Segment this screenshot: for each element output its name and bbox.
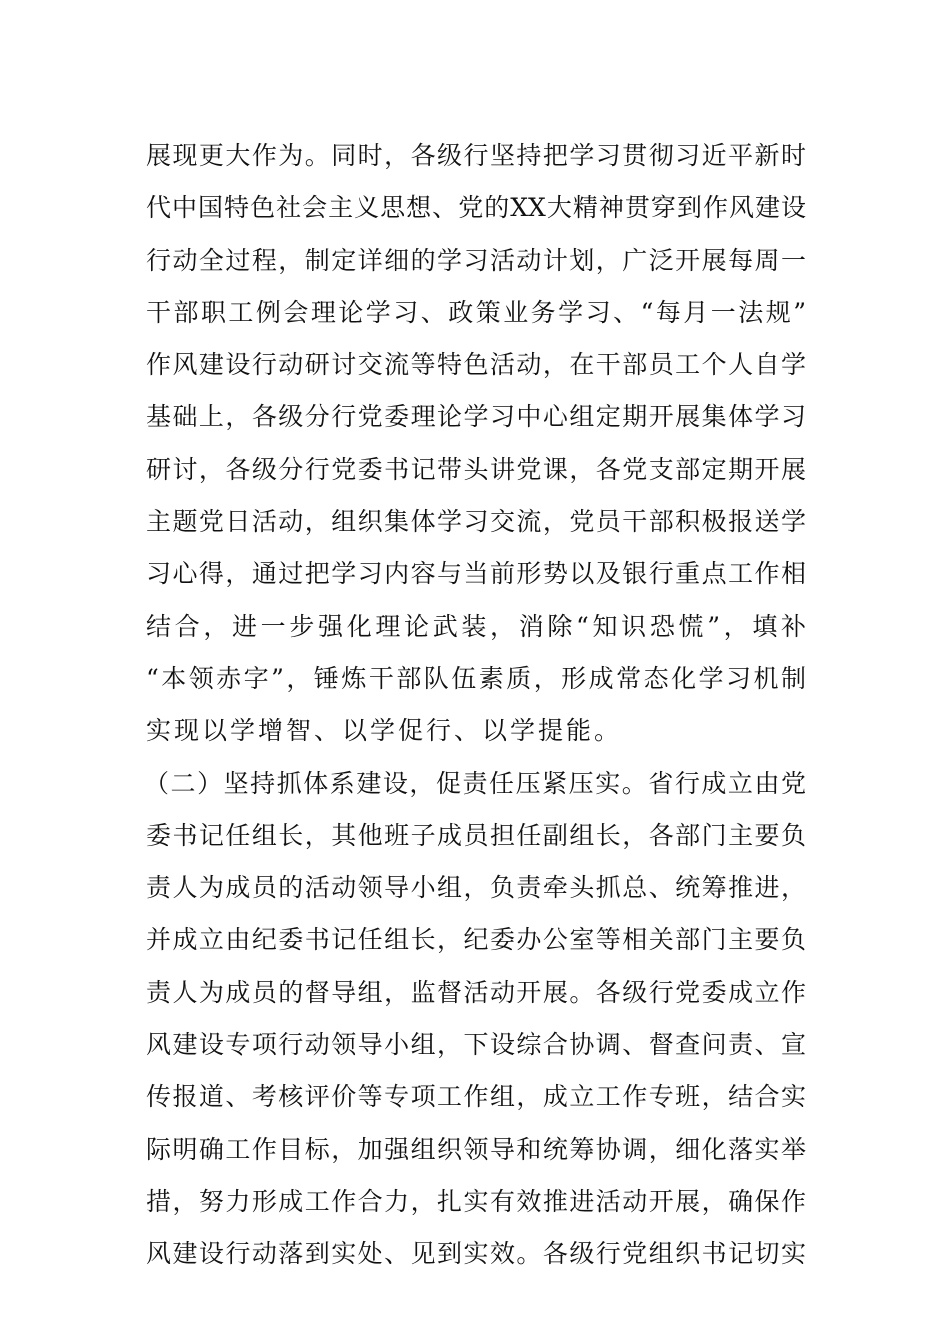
text-line: 际明确工作目标，加强组织领导和统筹协调，细化落实举 — [146, 1134, 806, 1164]
text-line: 风建设专项行动领导小组，下设综合协调、督查问责、宣 — [146, 1030, 806, 1060]
text-line: 并成立由纪委书记任组长，纪委办公室等相关部门主要负 — [146, 925, 806, 955]
text-line: 责人为成员的督导组，监督活动开展。各级行党委成立作 — [146, 977, 806, 1007]
text-line: 代中国特色社会主义思想、党的XX大精神贯穿到作风建设 — [146, 193, 806, 223]
section-heading-line: （二）坚持抓体系建设，促责任压紧压实。省行成立由党 — [144, 768, 806, 798]
text-line: 干部职工例会理论学习、政策业务学习、“每月一法规” — [146, 297, 806, 327]
text-line: 作风建设行动研讨交流等特色活动，在干部员工个人自学 — [146, 350, 806, 380]
text-line: 习心得，通过把学习内容与当前形势以及银行重点工作相 — [146, 559, 806, 589]
text-line: 展现更大作为。同时，各级行坚持把学习贯彻习近平新时 — [146, 141, 806, 170]
text-line: 基础上，各级分行党委理论学习中心组定期开展集体学习 — [146, 402, 806, 432]
text-line: 行动全过程，制定详细的学习活动计划，广泛开展每周一 — [146, 245, 806, 275]
text-line: “本领赤字”，锤炼干部队伍素质，形成常态化学习机制 — [146, 663, 806, 693]
text-line: 风建设行动落到实处、见到实效。各级行党组织书记切实 — [146, 1239, 806, 1269]
text-line: 责人为成员的活动领导小组，负责牵头抓总、统筹推进， — [146, 873, 806, 903]
text-line: 主题党日活动，组织集体学习交流，党员干部积极报送学 — [146, 507, 806, 537]
text-line: 实现以学增智、以学促行、以学提能。 — [146, 716, 623, 746]
text-line: 措，努力形成工作合力，扎实有效推进活动开展，确保作 — [146, 1186, 806, 1216]
text-line: 委书记任组长，其他班子成员担任副组长，各部门主要负 — [146, 820, 806, 850]
text-line: 研讨，各级分行党委书记带头讲党课，各党支部定期开展 — [146, 454, 806, 484]
body-text — [146, 130, 806, 1281]
text-line: 结合，进一步强化理论武装，消除“知识恐慌”，填补 — [146, 611, 806, 641]
text-line: 传报道、考核评价等专项工作组，成立工作专班，结合实 — [146, 1082, 806, 1112]
